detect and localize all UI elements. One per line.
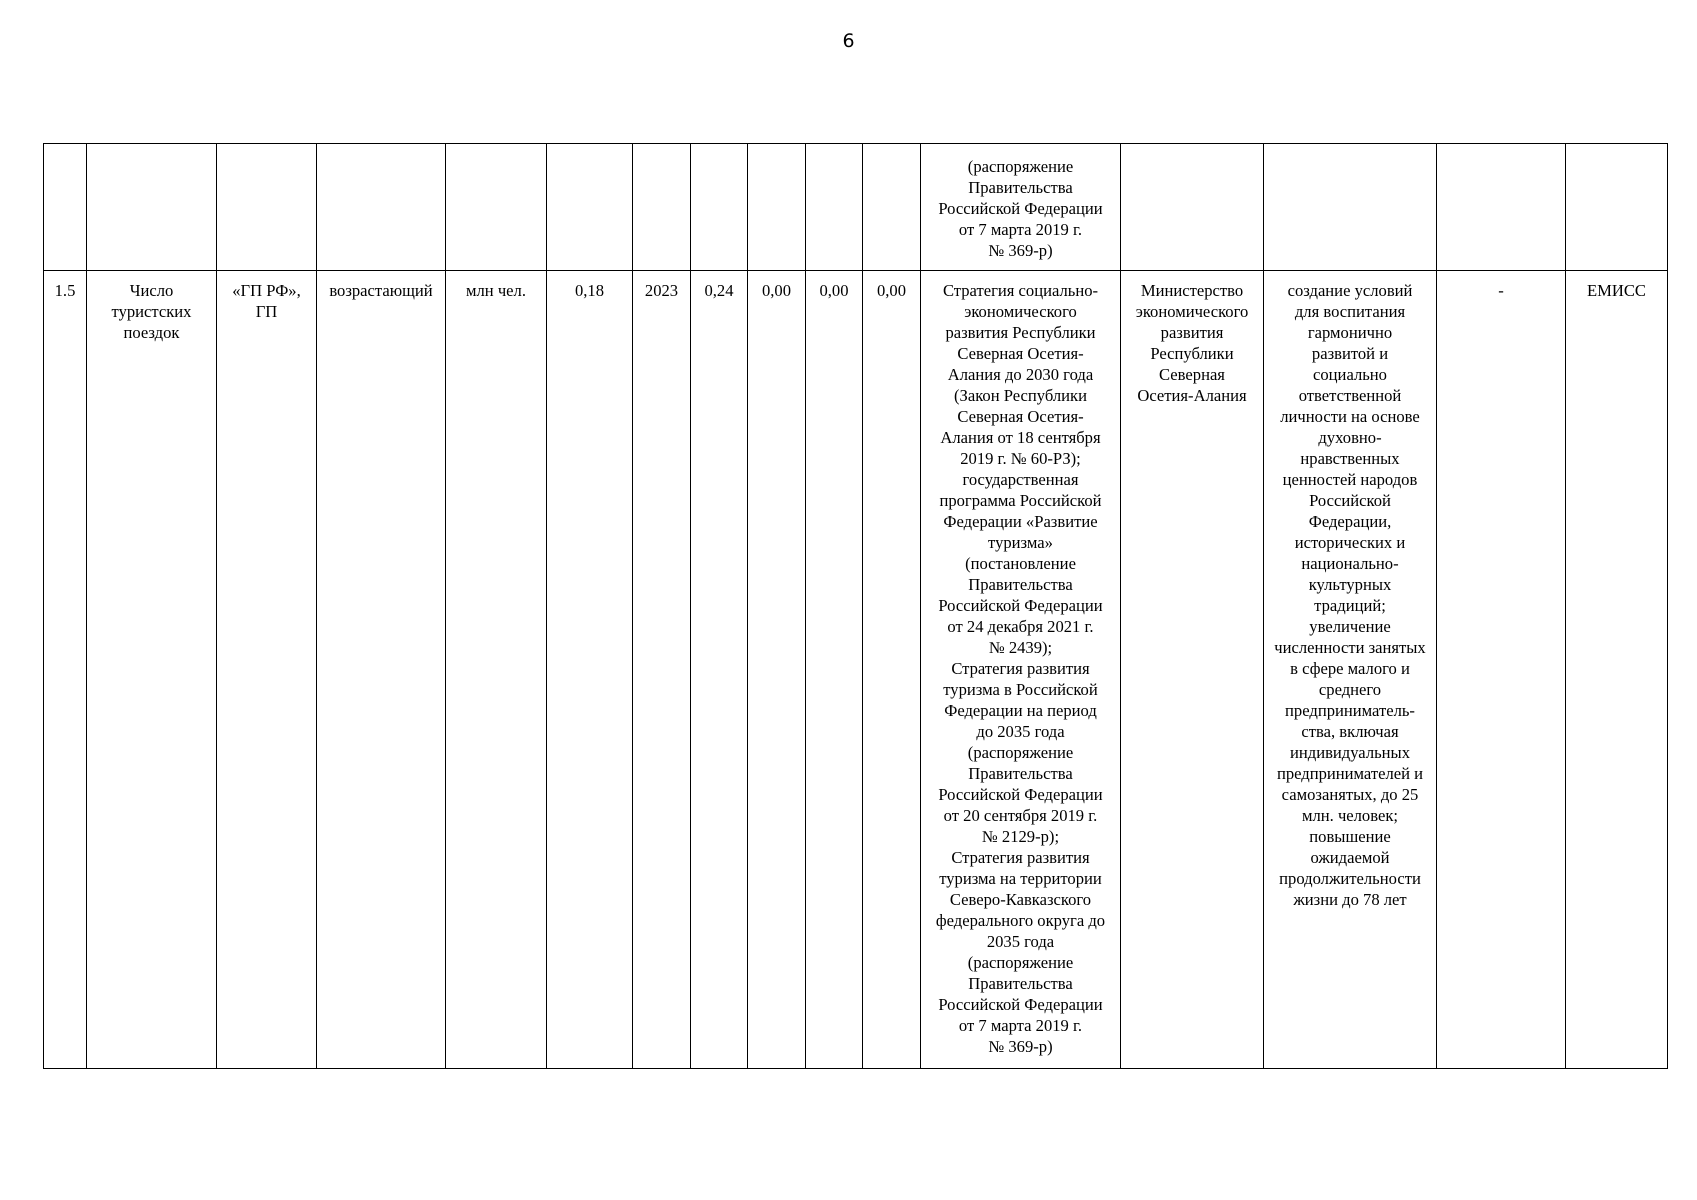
cell-basis-continued: (распоряжение Правительства Российской Федерации от 7 марта 2019 г. № 369-р): [921, 144, 1121, 271]
cell-basis: Стратегия социально- экономического развития Республики Северная Осетия- Алания до 2030 года (Закон Республики Северная Осетия- Алания от 18 сентября 2019 г. № 60-РЗ); государственная программа Российской Федерации «Развитие туризма» (постановление Правительства Российской Федерации от 24 декабря 2021 г. № 2439); Стратегия развития туризма в Российской Федерации на период до 2035 года (распоряжение Правительства Российской Федерации от 20 сентября 2019 г. № 2129-р); Стратегия развития туризма на территории Северо-Кавказского федерального округа до 2035 года (распоряжение Правительства Российской Федерации от 7 марта 2019 г. № 369-р): [921, 271, 1121, 1069]
cell-indicator-name: Число туристских поездок: [87, 271, 217, 1069]
cell-info-system: ЕМИСС: [1566, 271, 1668, 1069]
cell-level: «ГП РФ», ГП: [217, 271, 317, 1069]
cell-value-1: 0,24: [691, 271, 748, 1069]
cell-value-3: 0,00: [806, 271, 863, 1069]
page-number: 6: [842, 30, 855, 52]
cell-value-4: 0,00: [863, 271, 921, 1069]
table-row: [44, 271, 1668, 1069]
cell-base-value: 0,18: [547, 271, 633, 1069]
cell-trend: возрастающий: [317, 271, 446, 1069]
cell-responsible: Министерство экономического развития Республики Северная Осетия-Алания: [1121, 271, 1264, 1069]
cell-goal: создание условий для воспитания гармонично развитой и социально ответственной личности на основе духовно- нравственных ценностей народов Российской Федерации, исторических и национально- культурных традиций; увеличение численности занятых в сфере малого и среднего предприниматель- ства, включая индивидуальных предпринимателей и самозанятых, до 25 млн. человек; повышение ожидаемой продолжительности жизни до 78 лет: [1264, 271, 1437, 1069]
cell-base-year: 2023: [633, 271, 691, 1069]
cell-unit: млн чел.: [446, 271, 547, 1069]
table-row-continued: [44, 144, 1668, 271]
cell-value-2: 0,00: [748, 271, 806, 1069]
indicators-table: [43, 143, 1668, 1069]
cell-number: 1.5: [44, 271, 87, 1069]
cell-linked: -: [1437, 271, 1566, 1069]
